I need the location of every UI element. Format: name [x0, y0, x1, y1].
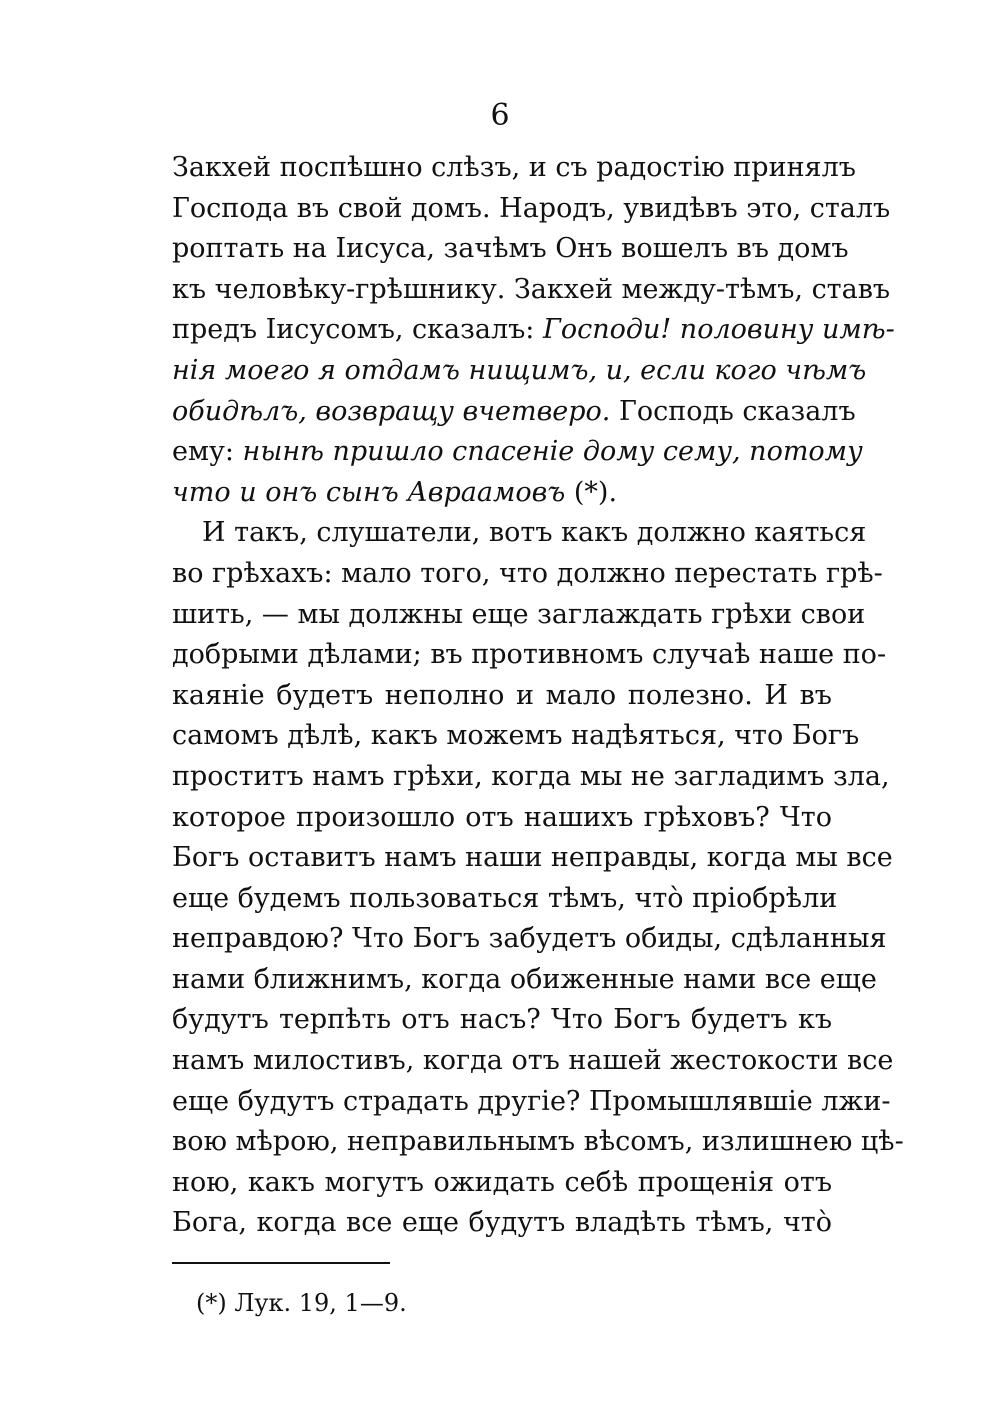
text-line — [172, 473, 832, 514]
text-line — [172, 148, 856, 189]
line-text: И такъ, слушатели, вотъ какъ должно каяться — [202, 517, 867, 549]
line-text: вою мѣрою, неправильнымъ вѣсомъ, излишнею цѣ- — [172, 1126, 904, 1158]
line-text: которое произошло отъ нашихъ грѣховъ? Что — [172, 801, 832, 833]
text-line — [172, 1203, 832, 1244]
line-text: (*). — [565, 476, 618, 508]
line-text: добрыми дѣлами; въ противномъ случаѣ наше по- — [172, 639, 887, 671]
line-text: во грѣхахъ: мало того, что должно перестать грѣ- — [172, 557, 883, 589]
footnote-divider — [172, 1262, 390, 1264]
italic-text: Господи! половину имѣ- — [542, 314, 895, 346]
text-line — [172, 310, 895, 351]
line-text: проститъ намъ грѣхи, когда мы не загладимъ зла, — [172, 760, 890, 792]
text-line — [172, 554, 883, 595]
text-line — [172, 1163, 832, 1204]
page-number: 6 — [490, 98, 510, 133]
line-text: еще будутъ страдать другіе? Промышлявшіе лжи- — [172, 1085, 891, 1117]
body-text — [172, 148, 904, 1244]
line-text: Богъ оставитъ намъ наши неправды, когда мы все — [172, 842, 893, 874]
line-text: Господь сказалъ — [610, 395, 856, 427]
text-line — [172, 595, 866, 636]
line-text: Господа въ свой домъ. Народъ, увидѣвъ это, сталъ — [172, 192, 891, 224]
line-text: ною, какъ могутъ ожидать себѣ прощенія отъ — [172, 1166, 832, 1198]
line-text: еще будемъ пользоваться тѣмъ, что̀ пріобрѣли — [172, 882, 838, 914]
line-text: нами ближнимъ, когда обиженные нами все еще — [172, 963, 877, 995]
text-line — [172, 635, 887, 676]
italic-text: нынѣ пришло спасеніе дому сему, потому — [242, 436, 863, 468]
italic-text: нія моего я отдамъ нищимъ, и, если кого чѣмъ — [172, 354, 867, 386]
text-line — [172, 1082, 891, 1123]
line-text: Закхей поспѣшно слѣзъ, и съ радостію принялъ — [172, 152, 856, 183]
line-text: шить, — мы должны еще заглаждать грѣхи свои — [172, 598, 866, 630]
italic-text: обидѣлъ, возвращу вчетверо. — [172, 395, 611, 427]
text-line — [172, 676, 832, 717]
text-line — [172, 1122, 904, 1163]
line-text: къ человѣку-грѣшнику. Закхей между-тѣмъ, ставъ — [172, 273, 891, 305]
text-line — [172, 392, 856, 433]
text-line — [172, 1000, 832, 1041]
text-line — [172, 189, 891, 230]
line-text: неправдою? Что Богъ забудетъ обиды, сдѣланныя — [172, 923, 887, 955]
line-text: будутъ терпѣть отъ насъ? Что Богъ будетъ къ — [172, 1004, 832, 1036]
text-line — [172, 757, 890, 798]
text-line — [172, 919, 887, 960]
line-text: предъ Іисусомъ, сказалъ: — [172, 314, 543, 346]
text-line — [172, 716, 860, 757]
line-text: роптать на Іисуса, зачѣмъ Онъ вошелъ въ домъ — [172, 233, 849, 265]
text-line — [172, 351, 867, 392]
italic-text: что и онъ сынъ Авраамовъ — [172, 476, 566, 508]
line-text: самомъ дѣлѣ, какъ можемъ надѣяться, что Богъ — [172, 720, 860, 752]
text-line — [172, 838, 893, 879]
line-text: намъ милостивъ, когда отъ нашей жестокости все — [172, 1045, 894, 1077]
text-line — [172, 513, 867, 554]
text-line — [172, 270, 891, 311]
line-text: каяніе будетъ неполно и мало полезно. И въ — [172, 679, 832, 711]
text-line — [172, 879, 838, 920]
line-text: Бога, когда все еще будутъ владѣть тѣмъ, что̀ — [172, 1207, 832, 1239]
text-line — [172, 229, 849, 270]
text-line — [172, 960, 877, 1001]
text-line — [172, 798, 832, 839]
footnote: (*) Лук. 19, 1—9. — [196, 1289, 407, 1317]
text-line — [172, 1041, 894, 1082]
line-text: ему: — [172, 436, 243, 468]
text-line — [172, 432, 863, 473]
